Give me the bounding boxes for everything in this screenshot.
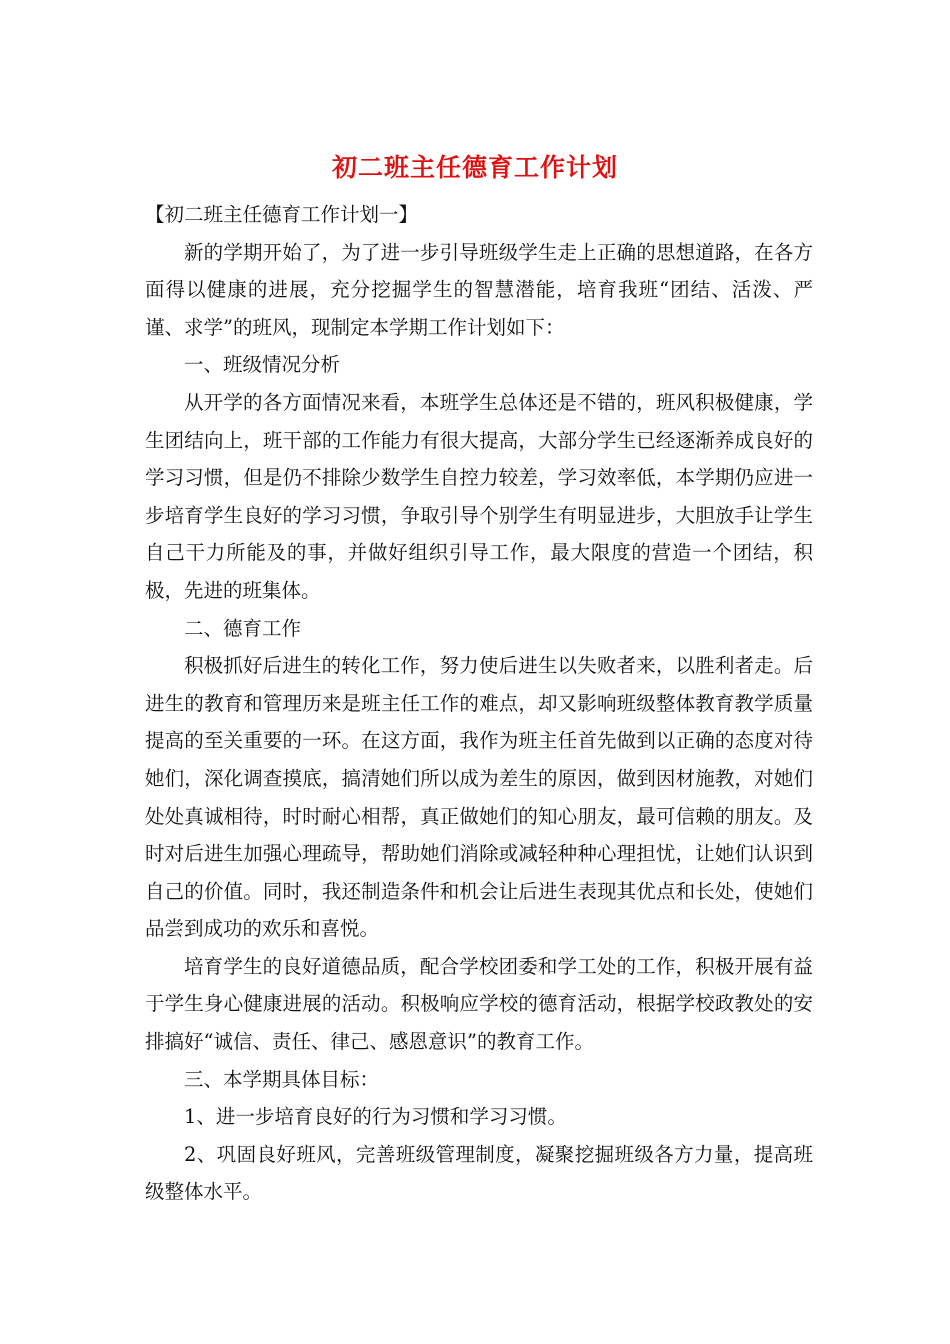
section-heading: 【初二班主任德育工作计划一】 [145,203,419,226]
intro-paragraph: 新的学期开始了，为了进一步引导班级学生走上正确的思想道路，在各方面得以健康的进展，充分挖掘学生的智慧潜能，培育我班“团结、活泼、严谨、求学”的班风，现制定本学期工作计划如下： [145,240,813,339]
paragraph-moral-quality: 培育学生的良好道德品质，配合学校团委和学工处的工作，积极开展有益于学生身心健康进展的活动。积极响应学校的德育活动，根据学校政教处的安排搞好“诚信、责任、律己、感恩意识”的教育工作。 [145,954,813,1054]
document-body [145,196,813,1211]
heading-moral-education: 二、德育工作 [184,616,302,640]
paragraph-underachievers: 积极抓好后进生的转化工作，努力使后进生以失败者来，以胜利者走。后进生的教育和管理历来是班主任工作的难点，却又影响班级整体教育教学质量提高的至关重要的一环。在这方面，我作为班主任首先做到以正确的态度对待她们，深化调查摸底，搞清她们所以成为差生的原因，做到因材施教，对她们处处真诚相待，时时耐心相帮，真正做她们的知心朋友，最可信赖的朋友。及时对后进生加强心理疏导，帮助她们消除或减轻种种心理担忧，让她们认识到自己的价值。同时，我还制造条件和机会让后进生表现其优点和长处，使她们品尝到成功的欢乐和喜悦。 [145,654,813,941]
goal-item-2: 2、巩固良好班风，完善班级管理制度，凝聚挖掘班级各方力量，提高班级整体水平。 [145,1142,813,1204]
heading-class-analysis: 一、班级情况分析 [184,353,341,377]
paragraph-class-analysis: 从开学的各方面情况来看，本班学生总体还是不错的，班风积极健康，学生团结向上，班干部的工作能力有很大提高，大部分学生已经逐渐养成良好的学习习惯，但是仍不排除少数学生自控力较差，学习效率低，本学期仍应进一步培育学生良好的学习习惯，争取引导个别学生有明显进步，大胆放手让学生自己干力所能及的事，并做好组织引导工作，最大限度的营造一个团结，积极，先进的班集体。 [145,390,813,602]
goal-item-1: 1、进一步培育良好的行为习惯和学习习惯。 [184,1105,567,1129]
heading-semester-goals: 三、本学期具体目标： [184,1067,380,1091]
document-title: 初二班主任德育工作计划 [331,153,618,182]
